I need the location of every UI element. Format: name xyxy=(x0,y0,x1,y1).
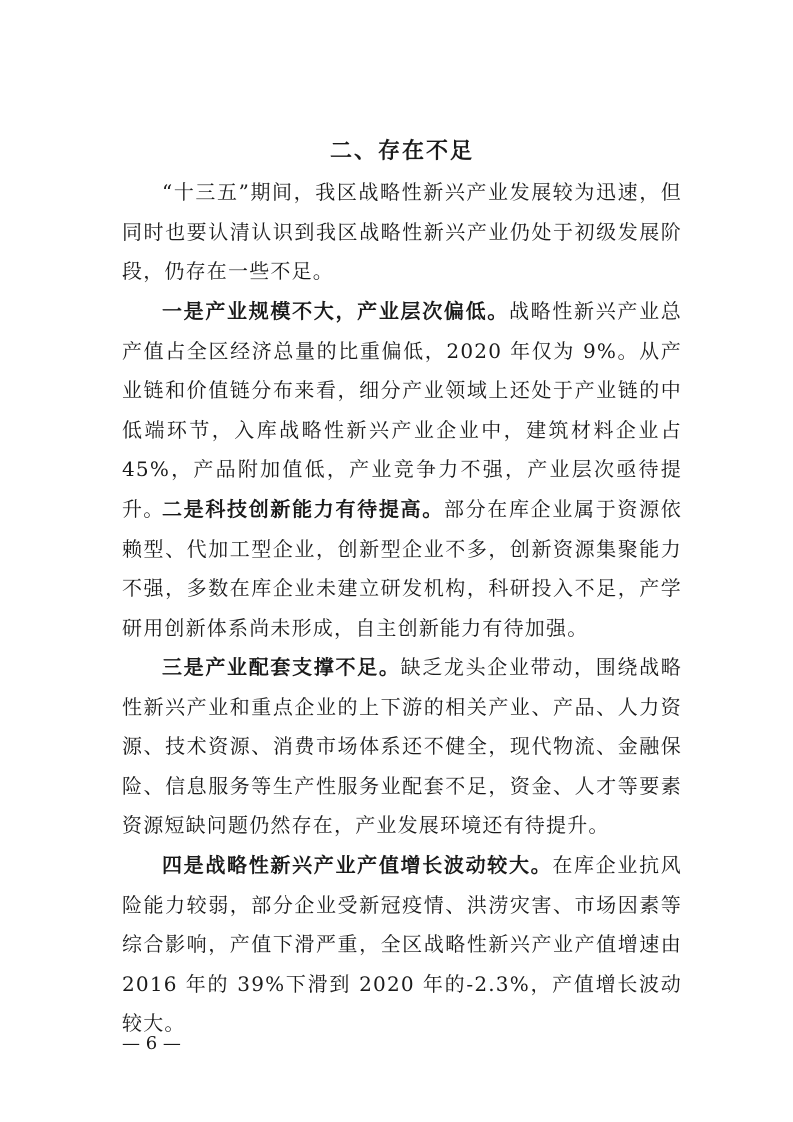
paragraph-point-2 xyxy=(122,490,682,648)
paragraph-point-4 xyxy=(122,846,682,1044)
paragraph-lead: 二是科技创新能力有待提高。 xyxy=(162,497,444,521)
paragraph-lead: 四是战略性新兴产业产值增长波动较大。 xyxy=(162,853,553,877)
paragraph-text: “十三五”期间，我区战略性新兴产业发展较为迅速，但同时也要认清认识到我区战略性新兴产业仍处于初级发展阶段，仍存在一些不足。 xyxy=(122,180,682,284)
section-heading: 二、存在不足 xyxy=(329,139,474,164)
paragraph-text: 战略性新兴产业总产值占全区经济总量的比重偏低，2020 年仅为 9%。从产业链和价值链分布来看，细分产业领域上还处于产业链的中低端环节，入库战略性新兴产业企业中，建筑材料企业占 45%，产品附加值低，产业竞争力不强，产业层次亟待提升。 xyxy=(122,299,682,521)
page-number: — 6 — xyxy=(122,1033,181,1054)
paragraph-intro xyxy=(122,173,682,292)
paragraph-text: 缺乏龙头企业带动，围绕战略性新兴产业和重点企业的上下游的相关产业、产品、人力资源、技术资源、消费市场体系还不健全，现代物流、金融保险、信息服务等生产性服务业配套不足，资金、人才等要素资源短缺问题仍然存在，产业发展环境还有待提升。 xyxy=(122,655,682,838)
paragraph-text: 部分在库企业属于资源依赖型、代加工型企业，创新型企业不多，创新资源集聚能力不强，多数在库企业未建立研发机构，科研投入不足，产学研用创新体系尚未形成，自主创新能力有待加强。 xyxy=(122,497,683,640)
paragraph-point-3 xyxy=(122,648,682,846)
paragraph-lead: 一是产业规模不大，产业层次偏低。 xyxy=(162,299,509,323)
paragraph-text: 在库企业抗风险能力较弱，部分企业受新冠疫情、洪涝灾害、市场因素等综合影响，产值下滑严重，全区战略性新兴产业产值增速由 2016 年的 39%下滑到 2020 年的-2.3%，产值增长波动较大。 xyxy=(122,853,682,1036)
paragraph-lead: 三是产业配套支撑不足。 xyxy=(162,655,401,679)
